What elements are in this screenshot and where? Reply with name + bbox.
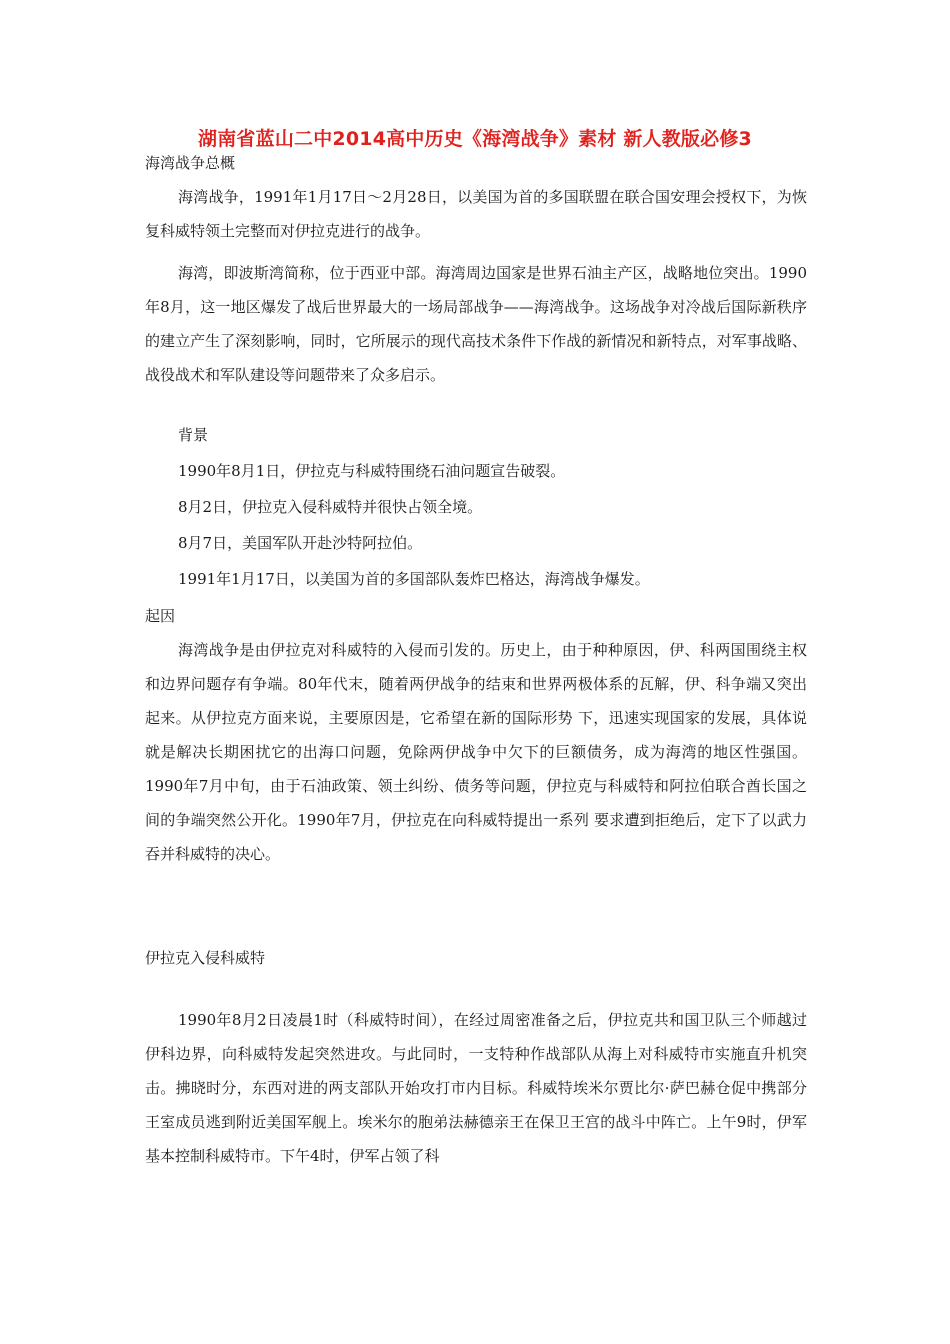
overview-paragraph-2: 海湾，即波斯湾简称，位于西亚中部。海湾周边国家是世界石油主产区，战略地位突出。1990年8月，这一地区爆发了战后世界最大的一场局部战争——海湾战争。这场战争对冷战后国际新秩序的建立产生了深刻影响，同时，它所展示的现代高技术条件下作战的新情况和新特点，对军事战略、战役战术和军队建设等问题带来了众多启示。 <box>145 264 807 384</box>
cause-paragraph: 海湾战争是由伊拉克对科威特的入侵而引发的。历史上，由于种种原因，伊、科两国围绕主权和边界问题存有争端。80年代末，随着两伊战争的结束和世界两极体系的瓦解，伊、科争端又突出起来。从伊拉克方面来说，主要原因是，它希望在新的国际形势 下，迅速实现国家的发展，具体说就是解决长期困扰它的出海口问题，免除两伊战争中欠下的巨额债务，成为海湾的地区性强国。1990年7月中旬，由于石油政策、领土纠纷、债务等问题，伊拉克与科威特和阿拉伯联合酋长国之间的争端突然公开化。1990年7月，伊拉克在向科威特提出一系列 要求遭到拒绝后，定下了以武力吞并科威特的决心。 <box>145 641 807 863</box>
background-line-2: 8月2日，伊拉克入侵科威特并很快占领全境。 <box>178 498 483 516</box>
section-heading-invasion: 伊拉克入侵科威特 <box>145 949 266 967</box>
section-heading-overview: 海湾战争总概 <box>145 154 236 172</box>
background-line-3: 8月7日，美国军队开赴沙特阿拉伯。 <box>178 534 423 552</box>
invasion-paragraph: 1990年8月2日凌晨1时（科威特时间），在经过周密准备之后，伊拉克共和国卫队三个师越过伊科边界，向科威特发起突然进攻。与此同时，一支特种作战部队从海上对科威特市实施直升机突击。拂晓时分，东西对进的两支部队开始攻打市内目标。科威特埃米尔贾比尔·萨巴赫仓促中携部分王室成员逃到附近美国军舰上。埃米尔的胞弟法赫德亲王在保卫王宫的战斗中阵亡。上午9时，伊军基本控制科威特市。下午4时，伊军占领了科 <box>145 1011 807 1165</box>
background-line-4: 1991年1月17日，以美国为首的多国部队轰炸巴格达，海湾战争爆发。 <box>178 570 650 588</box>
section-heading-cause: 起因 <box>145 607 176 625</box>
overview-paragraph-1: 海湾战争，1991年1月17日～2月28日，以美国为首的多国联盟在联合国安理会授权下，为恢复科威特领土完整而对伊拉克进行的战争。 <box>145 188 807 240</box>
background-line-1: 1990年8月1日，伊拉克与科威特围绕石油问题宣告破裂。 <box>178 462 566 480</box>
document-title: 湖南省蓝山二中2014高中历史《海湾战争》素材 新人教版必修3 <box>198 128 752 150</box>
section-heading-background: 背景 <box>178 426 209 444</box>
